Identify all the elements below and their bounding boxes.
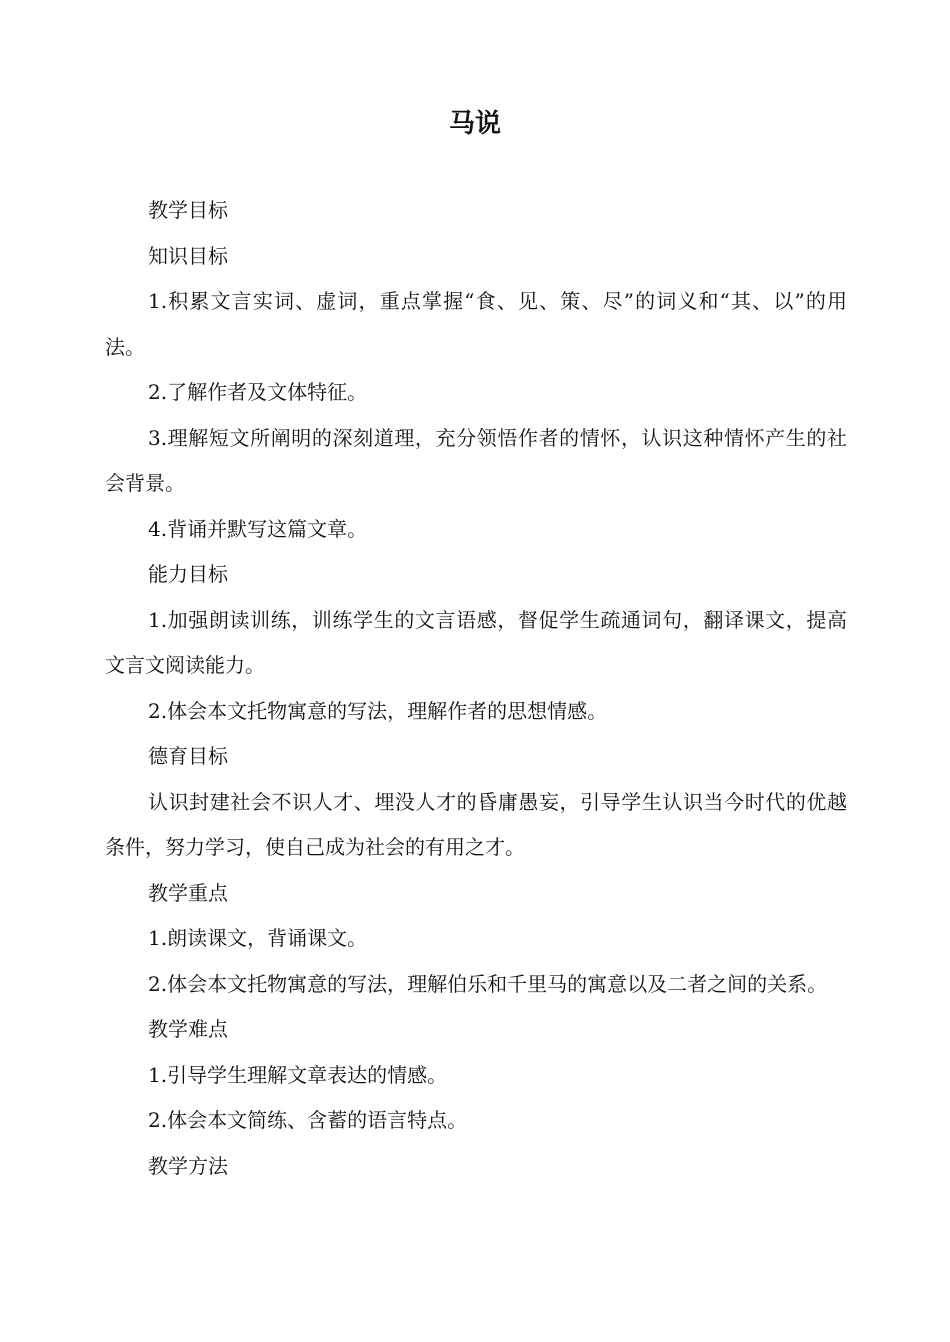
heading-teaching-goals: 教学目标 <box>148 198 228 222</box>
difficulty-2: 2.体会本文简练、含蓄的语言特点。 <box>148 1108 468 1132</box>
ability-goal-2: 2.体会本文托物寓意的写法，理解作者的思想情感。 <box>148 698 608 723</box>
knowledge-goal-4: 4.背诵并默写这篇文章。 <box>148 516 368 541</box>
knowledge-goal-1: 1.积累文言实词、虚词，重点掌握“食、见、策、尽”的词义和“其、以”的用法。 <box>105 289 847 359</box>
moral-goal-text: 认识封建社会不识人才、埋没人才的昏庸愚妄，引导学生认识当今时代的优越条件，努力学习，使自己成为社会的有用之才。 <box>105 789 847 859</box>
heading-teaching-methods: 教学方法 <box>148 1153 228 1178</box>
heading-difficulties: 教学难点 <box>148 1017 228 1041</box>
document-body <box>105 188 847 1189</box>
knowledge-goal-2: 2.了解作者及文体特征。 <box>148 380 368 404</box>
heading-key-points: 教学重点 <box>148 880 228 905</box>
key-point-1: 1.朗读课文，背诵课文。 <box>148 926 368 950</box>
knowledge-goal-3: 3.理解短文所阐明的深刻道理，充分领悟作者的情怀，认识这种情怀产生的社会背景。 <box>105 425 847 495</box>
key-point-2: 2.体会本文托物寓意的写法，理解伯乐和千里马的寓意以及二者之间的关系。 <box>148 971 828 996</box>
heading-ability-goals: 能力目标 <box>148 562 228 586</box>
document-title: 马说 <box>448 109 501 139</box>
ability-goal-1: 1.加强朗读训练，训练学生的文言语感，督促学生疏通词句，翻译课文，提高文言文阅读能力。 <box>105 607 847 677</box>
heading-moral-goals: 德育目标 <box>148 744 228 768</box>
heading-knowledge-goals: 知识目标 <box>148 243 228 268</box>
difficulty-1: 1.引导学生理解文章表达的情感。 <box>148 1062 448 1087</box>
